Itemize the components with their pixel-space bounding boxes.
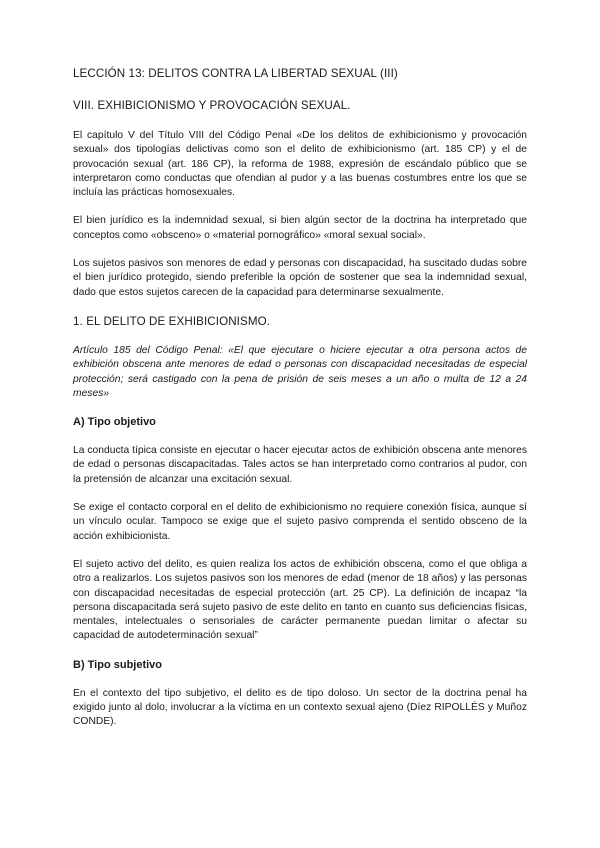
intro-paragraph-3: Los sujetos pasivos son menores de edad y personas con discapacidad, ha suscitado dudas sobre el bien jurídico protegido, siendo preferible la opción de sostener que sea la indemnidad sexual, dado que estos sujetos carecen de la capacidad para determinarse sexualmente. [73, 258, 527, 298]
intro-paragraph-1: El capítulo V del Título VIII del Código Penal «De los delitos de exhibicionismo y provocación sexual» dos tipologías delictivas como son el delito de exhibicionismo (art. 185 CP) y el de provocación sexual (art. 186 CP), la reforma de 1988, expresión de escándalo público que se interpretaron como conductas que ofendian al pudor y a las buenas costumbres entre los que se incluía las prácticas homosexuales. [73, 130, 527, 199]
tipo-objetivo-heading: A) Tipo objetivo [73, 416, 156, 429]
tipo-subjetivo-heading: B) Tipo subjetivo [73, 658, 163, 671]
lesson-title: LECCIÓN 13: DELITOS CONTRA LA LIBERTAD SEXUAL (III) [73, 67, 398, 80]
objetivo-paragraph-1: La conducta típica consiste en ejecutar o hacer ejecutar actos de exhibición obscena ante menores de edad o personas discapacitadas. Tales actos se han interpretado como contrarios al pudor, con la pretensión de alcanzar una excitación sexual. [73, 445, 527, 485]
objetivo-paragraph-3: El sujeto activo del delito, es quien realiza los actos de exhibición obscena, como el que obliga a otro a realizarlos. Los sujetos pasivos son los menores de edad (menor de 18 años) y las personas con discapacidad necesitadas de especial protección (art. 25 CP). La definición de incapaz “la persona discapacitada será sujeto pasivo de este delito en tanto en cuanto sus deficiencias físicas, mentales, intelectuales o sensoriales de carácter permanente puedan limitar o afectar su capacidad de autodeterminación sexual” [73, 558, 527, 642]
subsection-title: 1. EL DELITO DE EXHIBICIONISMO. [73, 314, 271, 328]
subjetivo-paragraph-1: En el contexto del tipo subjetivo, el delito es de tipo doloso. Un sector de la doctrina penal ha exigido junto al dolo, involucrar a la víctima en un contexto sexual ajeno (Díez RIPOLLÉS y Muñoz CONDE). [73, 687, 527, 728]
section-title: VIII. EXHIBICIONISMO Y PROVOCACIÓN SEXUAL. [73, 99, 351, 112]
article-quote: Artículo 185 del Código Penal: «El que ejecutare o hiciere ejecutar a otra persona actos de exhibición obscena ante menores de edad o personas con discapacidad necesitadas de especial protección; será castigado con la pena de prisión de seis meses a un año o multa de 12 a 24 meses» [73, 344, 527, 399]
intro-paragraph-2: El bien jurídico es la indemnidad sexual, si bien algún sector de la doctrina ha interpretado que conceptos como «obsceno» o «material pornográfico» «moral sexual social». [73, 215, 527, 241]
objetivo-paragraph-2: Se exige el contacto corporal en el delito de exhibicionismo no requiere conexión física, aunque sí un vínculo ocular. Tampoco se exige que el sujeto pasivo comprenda el sentido obsceno de la acción exhibicionista. [73, 502, 527, 542]
